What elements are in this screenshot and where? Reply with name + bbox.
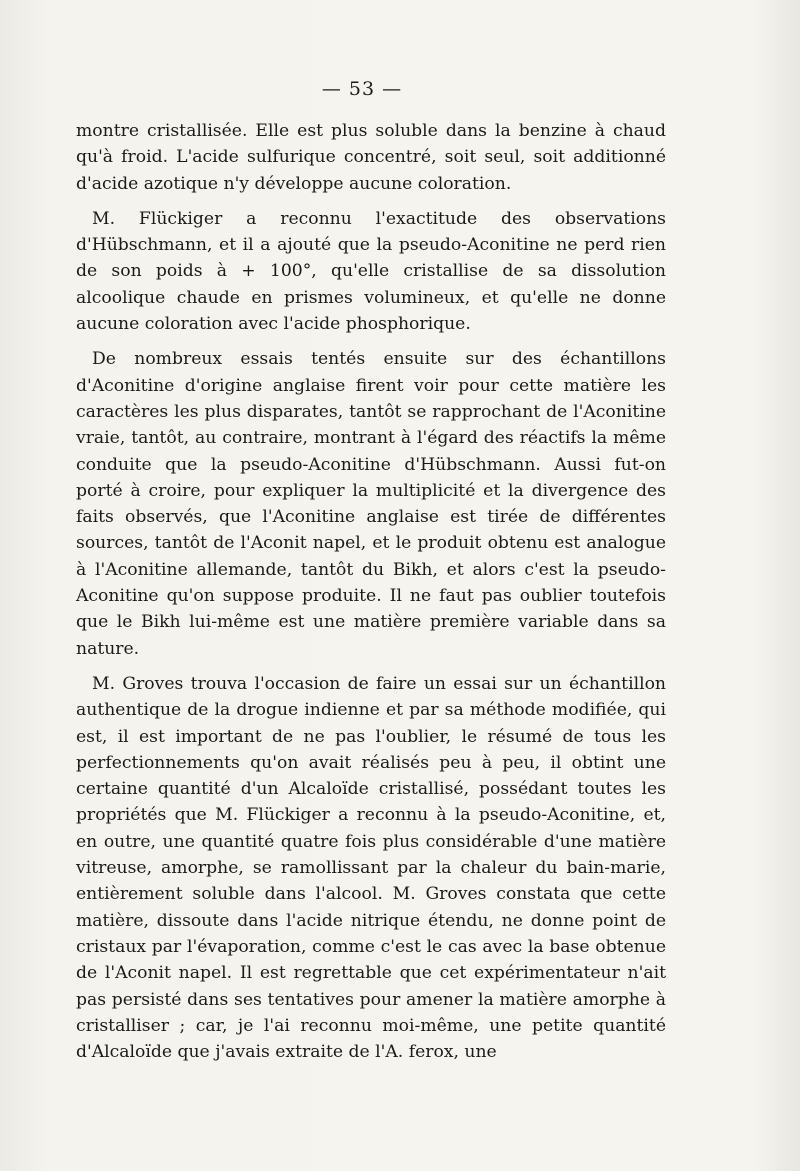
paragraph-2: M. Flückiger a reconnu l'exactitude des observations d'Hübschmann, et il a ajouté que la pseudo-Aconitine ne perd rien de son poids à + 100°, qu'elle cristallise de sa dissolution alcoolique chaude en prismes volumineux, et qu'elle ne donne aucune coloration avec l'acide phosphorique. (76, 208, 666, 335)
body-text (76, 118, 666, 1074)
page-number: — 53 — (321, 78, 403, 100)
paragraph-1: montre cristallisée. Elle est plus soluble dans la benzine à chaud qu'à froid. L'acide sulfurique concentré, soit seul, soit additionné d'acide azotique n'y développe aucune coloration. (76, 121, 666, 194)
paragraph-4: M. Groves trouva l'occasion de faire un essai sur un échantillon authentique de la drogue indienne et par sa méthode modifiée, qui est, il est important de ne pas l'oublier, le résumé de tous les perfectionnements qu'on avait réalisés peu à peu, il obtint une certaine quantité d'un Alcaloïde cristallisé, possédant toutes les propriétés que M. Flückiger a reconnu à la pseudo-Aconitine, et, en outre, une quantité quatre fois plus considérable d'une matière vitreuse, amorphe, se ramollissant par la chaleur du bain-marie, entièrement soluble dans l'alcool. M. Groves constata que cette matière, dissoute dans l'acide nitrique étendu, ne donne point de cristaux par l'évaporation, comme c'est le cas avec la base obtenue de l'Aconit napel. Il est regrettable que cet expérimentateur n'ait pas persisté dans ses tentatives pour amener la matière amorphe à cristalliser ; car, je l'ai reconnu moi-même, une petite quantité d'Alcaloïde que j'avais extraite de l'A. ferox, une (76, 673, 666, 1063)
paragraph-3: De nombreux essais tentés ensuite sur des échantillons d'Aconitine d'origine anglaise firent voir pour cette matière les caractères les plus disparates, tantôt se rapprochant de l'Aconitine vraie, tantôt, au contraire, montrant à l'égard des réactifs la même conduite que la pseudo-Aconitine d'Hübschmann. Aussi fut-on porté à croire, pour expliquer la multiplicité et la divergence des faits observés, que l'Aconitine anglaise est tirée de différentes sources, tantôt de l'Aconit napel, et le produit obtenu est analogue à l'Aconitine allemande, tantôt du Bikh, et alors c'est la pseudo-Aconitine qu'on suppose produite. Il ne faut pas oublier toutefois que le Bikh lui-même est une matière première variable dans sa nature. (76, 349, 666, 659)
